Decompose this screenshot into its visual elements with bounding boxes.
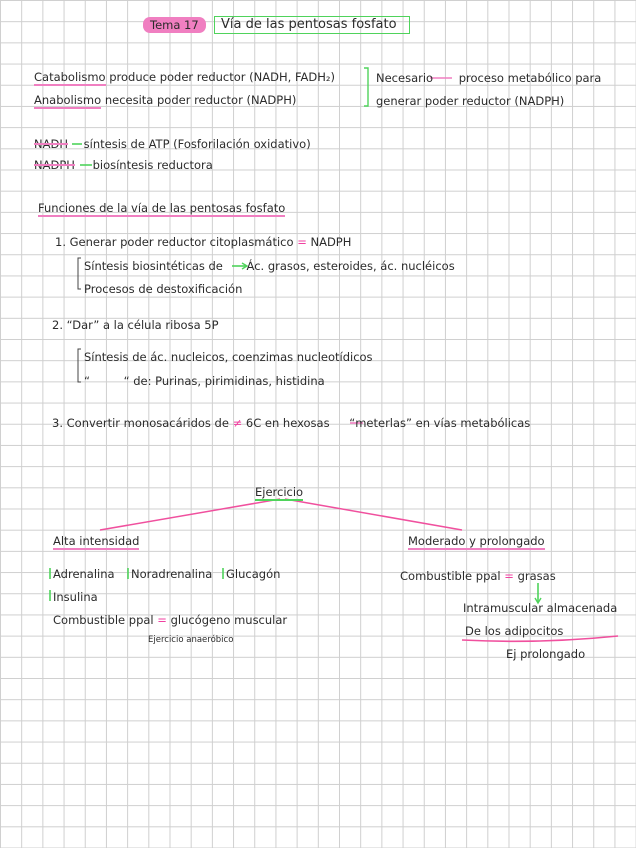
catabolismo-rest: produce poder reductor (NADH, FADH₂) [109,70,335,84]
nadh-text: síntesis de ATP (Fosforilación oxidativo) [83,137,311,151]
intramuscular: Intramuscular almacenada [463,601,618,615]
tree-line-right [285,499,462,530]
proceso-text: proceso metabólico para [458,71,602,85]
insulina: Insulina [53,590,98,604]
f2-branch [78,349,81,382]
moderado-title: Moderado y prolongado [408,534,545,548]
noradrenalina: Noradrenalina [131,567,213,581]
funcion-3-c: “meterlas” en vías metabólicas [349,416,531,430]
funcion-2: 2. “Dar” a la célula ribosa 5P [52,318,219,332]
page-title: Vía de las pentosas fosfato [214,16,410,34]
glucagon: Glucagón [226,567,281,581]
funcion-1a [84,259,455,273]
combustible-moderado-eq: = [504,569,514,583]
nadh-label: NADH [34,137,68,151]
funcion-2a: Síntesis de ác. nucleicos, coenzimas nucleotídicos [84,350,373,364]
ejercicio-title: Ejercicio [255,485,304,499]
funcion-1a-text: Síntesis biosintéticas de [84,259,223,273]
anaerobico-note: Ejercicio anaeróbico [148,635,234,645]
combustible-moderado-label: Combustible ppal [400,569,501,583]
combustible-alta-eq: = [157,613,167,627]
adipocitos: De los adipocitos [465,624,564,638]
funcion-3-a: 3. Convertir monosacáridos de [52,416,229,430]
necesario-word: Necesario [376,71,434,85]
funcion-3-b: 6C en hexosas [245,416,330,430]
funcion-2b-text: “ de: Purinas, pirimidinas, histidina [123,374,325,388]
funcion-1b: Procesos de destoxificación [84,282,243,296]
funcion-1-nadph: NADPH [310,235,352,249]
funcion-2b [84,374,325,388]
funcion-1-text: 1. Generar poder reductor citoplasmático [55,235,294,249]
nadph-text: biosíntesis reductora [92,158,213,172]
funcion-3-ne: ≠ [232,416,243,430]
necesario-line [376,71,601,85]
catabolismo-line [34,70,335,84]
prolongado-note: Ej prolongado [506,647,586,661]
anabolismo-rest: necesita poder reductor (NADPH) [104,93,297,107]
catabolismo-word: Catabolismo [34,70,106,84]
anabolismo-line [34,93,296,107]
funcion-2b-quote: “ [84,374,90,388]
funcion-1a-targets: Ác. grasos, esteroides, ác. nucléicos [246,259,455,273]
intro-bracket [364,68,368,106]
anabolismo-word: Anabolismo [34,93,102,107]
combustible-alta-value: glucógeno muscular [170,613,288,627]
tree-line-left [100,499,280,530]
generar-text: generar poder reductor (NADPH) [376,94,565,108]
funciones-title: Funciones de la vía de las pentosas fosfato [38,201,286,215]
funcion-3 [52,416,530,430]
combustible-moderado-value: grasas [517,569,556,583]
combustible-alta-label: Combustible ppal [53,613,154,627]
nadph-label: NADPH [34,158,75,172]
funcion-1 [55,235,351,249]
alta-intensidad-title: Alta intensidad [53,534,140,548]
funcion-1-eq: = [297,235,307,249]
f1-branch [78,258,81,289]
adrenalina: Adrenalina [53,567,115,581]
tema-label: Tema 17 [143,17,206,33]
nadh-line [34,137,311,151]
nadph-line [34,158,213,172]
combustible-alta [53,613,287,627]
combustible-moderado [400,569,556,583]
